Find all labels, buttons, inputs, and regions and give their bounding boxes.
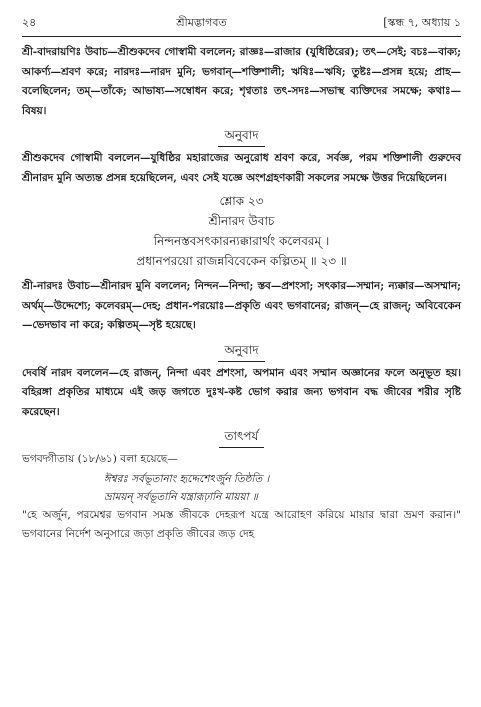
purport-paragraph: "হে অর্জুন, পরমেশ্বর ভগবান সমস্ত জীবকে দেহরূপ যন্ত্রে আরোহণ করিয়ে মায়ার দ্বারা ভ্রমণ করান।" ভগবানের নির্দেশ অনুসারে জড়া প্রকৃতি জীবের জড় দেহ (22, 508, 461, 540)
translation-paragraph-2: দেবর্ষি নারদ বললেন—হে রাজন্, নিন্দা এবং প্রশংসা, অপমান এবং সম্মান অজ্ঞানের ফলে অনুভূত হয়। বহিরঙ্গা প্রকৃতির মাধ্যমে এই জড় জগতে দুঃখ-কষ্ট ভোগ করার জন্য ভগবান বদ্ধ জীবের শরীর সৃষ্টি করেছেন। (22, 366, 461, 418)
synonyms-paragraph-1: শ্রী-বাদরায়ণিঃ উবাচ—শ্রীশুকদেব গোস্বামী বললেন; রাজ্ঞঃ—রাজার (যুধিষ্ঠিরের); তৎ—সেই; বচঃ—বাক্য; আকর্ণ্য—শ্রবণ করে; নারদঃ—নারদ মুনি; ভগবান্—শক্তিশালী; ঋষিঃ—ঋষি; তুষ্টঃ—প্রসন্ন হয়ে; প্রাহ—বলেছিলেন; তম্—তাঁকে; আভাষ্য—সম্বোধন করে; শৃণ্বতাঃ তৎ-সদঃ—সভাস্থ ব্যক্তিদের সমক্ষে; কথাঃ—বিষয়। (22, 46, 461, 117)
verse-line-2: প্রধানপরয়ো রাজন্নবিবেকেন কল্পিতম্ ॥ ২৩ ॥ (136, 254, 347, 268)
translation-paragraph-1: শ্রীশুকদেব গোস্বামী বললেন—যুধিষ্ঠির মহারাজের অনুরোধ শ্রবণ করে, সর্বজ্ঞ, পরম শক্তিশালী গুরুদেব শ্রীনারদ মুনি অত্যন্ত প্রসন্ন হয়েছিলেন, এবং সেই যজ্ঞে অংশগ্রহণকারী সকলের সমক্ষে উত্তর দিয়েছিলেন। (22, 152, 461, 184)
verse-line-1: নিন্দনস্তবসৎকারন্যক্কারার্থং কলেবরম্ । (153, 234, 330, 248)
translation-heading-1-text: অনুবাদ (218, 125, 264, 147)
book-title: শ্রীমদ্ভাগবত (176, 16, 227, 29)
quote-line-1: ঈশ্বরঃ সর্বভূতানাং হৃদ্দেশেঽর্জুন তিষ্ঠতি । (104, 472, 270, 485)
synonyms-paragraph-2: শ্রী-নারদঃ উবাচ—শ্রীনারদ মুনি বললেন; নিন্দন—নিন্দা; স্তব—প্রশংসা; সৎকার—সম্মান; ন্যক্কার—অসম্মান; অর্থম্—উদ্দেশ্যে; কলেবরম্—দেহ; প্রধান-পরয়োঃ—প্রকৃতি এবং ভগবানের; রাজন্—হে রাজন্; অবিবেকেন—ভেদভাব না করে; কল্পিতম্—সৃষ্ট হয়েছে। (22, 280, 461, 331)
verse-number: শ্লোক ২৩ (219, 194, 264, 208)
translation-heading-2-text: অনুবাদ (218, 340, 264, 362)
purport-heading (22, 426, 461, 448)
page-header (22, 14, 461, 32)
purport-intro: ভগবদ্গীতায় (১৮/৬১) বলা হয়েছে— (22, 453, 178, 465)
purport-heading-text: তাৎপর্য (219, 426, 265, 448)
verse-speaker: শ্রীনারদ উবাচ (208, 214, 275, 228)
quote-line-2: ভ্রাময়ন্ সর্বভূতানি যন্ত্রারূঢ়ানি মায়য়া ॥ (104, 490, 258, 503)
page-number: ২৪ (22, 16, 37, 29)
section-label: [স্কন্ধ ৭, অধ্যায় ১ (383, 16, 461, 29)
header-rule (22, 36, 461, 37)
translation-heading-2 (22, 340, 461, 362)
translation-heading-1 (22, 125, 461, 147)
